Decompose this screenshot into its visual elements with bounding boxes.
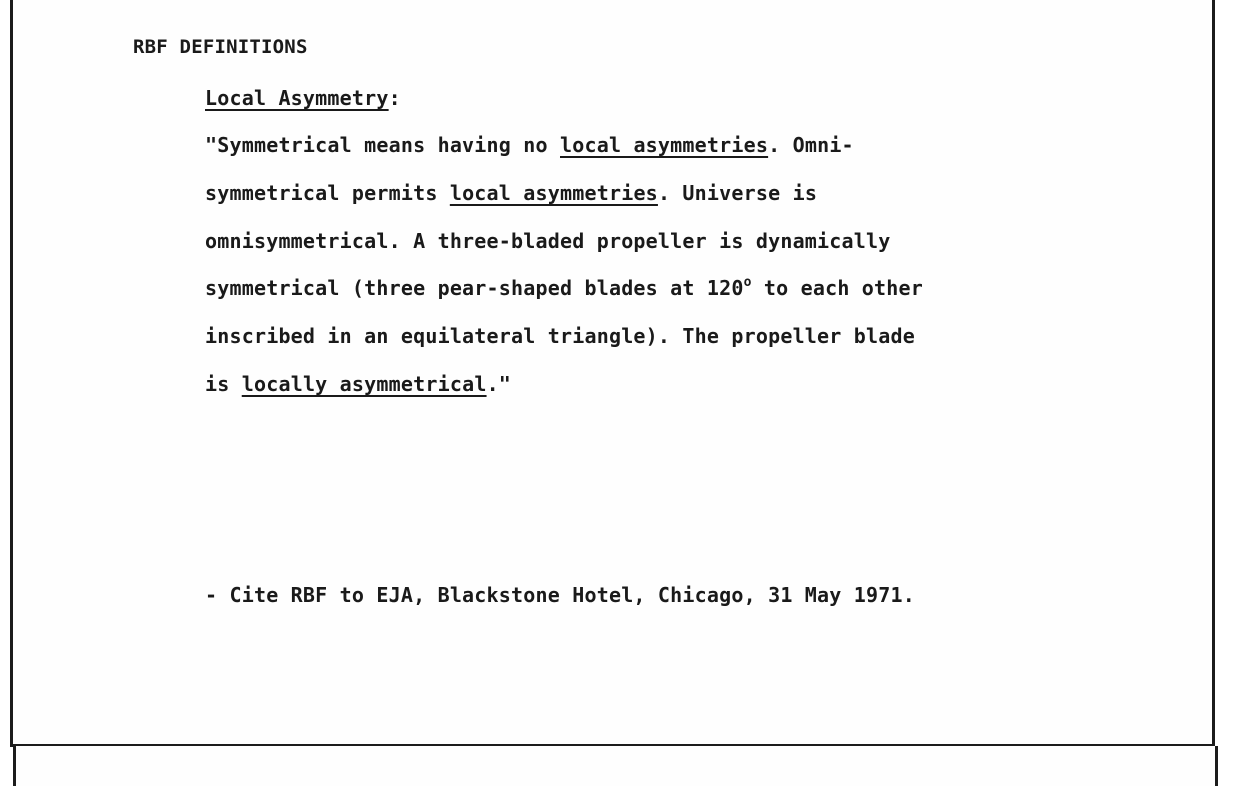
quote-line-5: inscribed in an equilateral triangle). The propeller blade [205, 324, 915, 348]
quote-line-3: omnisymmetrical. A three-bladed propeller is dynamically [205, 229, 891, 253]
quote-line-4-text-a: symmetrical (three pear-shaped blades at 120 [205, 276, 744, 300]
quote-line-1 [205, 133, 854, 157]
quote-line-4 [205, 276, 923, 300]
quote-line-1-text-a: "Symmetrical means having no [205, 133, 560, 157]
quote-line-2-text-a: symmetrical permits [205, 181, 450, 205]
quote-line-2 [205, 181, 817, 205]
quote-line-6-underlined: locally asymmetrical [241, 372, 487, 396]
degree-superscript: o [743, 275, 752, 290]
quote-line-2-text-b: . Universe is [657, 181, 818, 205]
next-index-card-edge [13, 746, 1218, 786]
quote-line-1-text-b: . Omni- [768, 133, 854, 157]
term-colon: : [388, 86, 401, 110]
definition-term [205, 86, 401, 110]
quote-line-2-underlined: local asymmetries [449, 181, 658, 205]
quote-line-6-text-b: ." [486, 372, 512, 396]
page-title: RBF DEFINITIONS [133, 36, 308, 58]
quote-line-1-underlined: local asymmetries [560, 133, 769, 157]
quote-line-6 [205, 372, 511, 396]
term-label: Local Asymmetry [205, 86, 389, 110]
citation: - Cite RBF to EJA, Blackstone Hotel, Chicago, 31 May 1971. [205, 583, 915, 607]
quote-line-4-text-b: to each other [751, 276, 924, 300]
index-card [10, 0, 1215, 747]
quote-line-6-text-a: is [205, 372, 242, 396]
